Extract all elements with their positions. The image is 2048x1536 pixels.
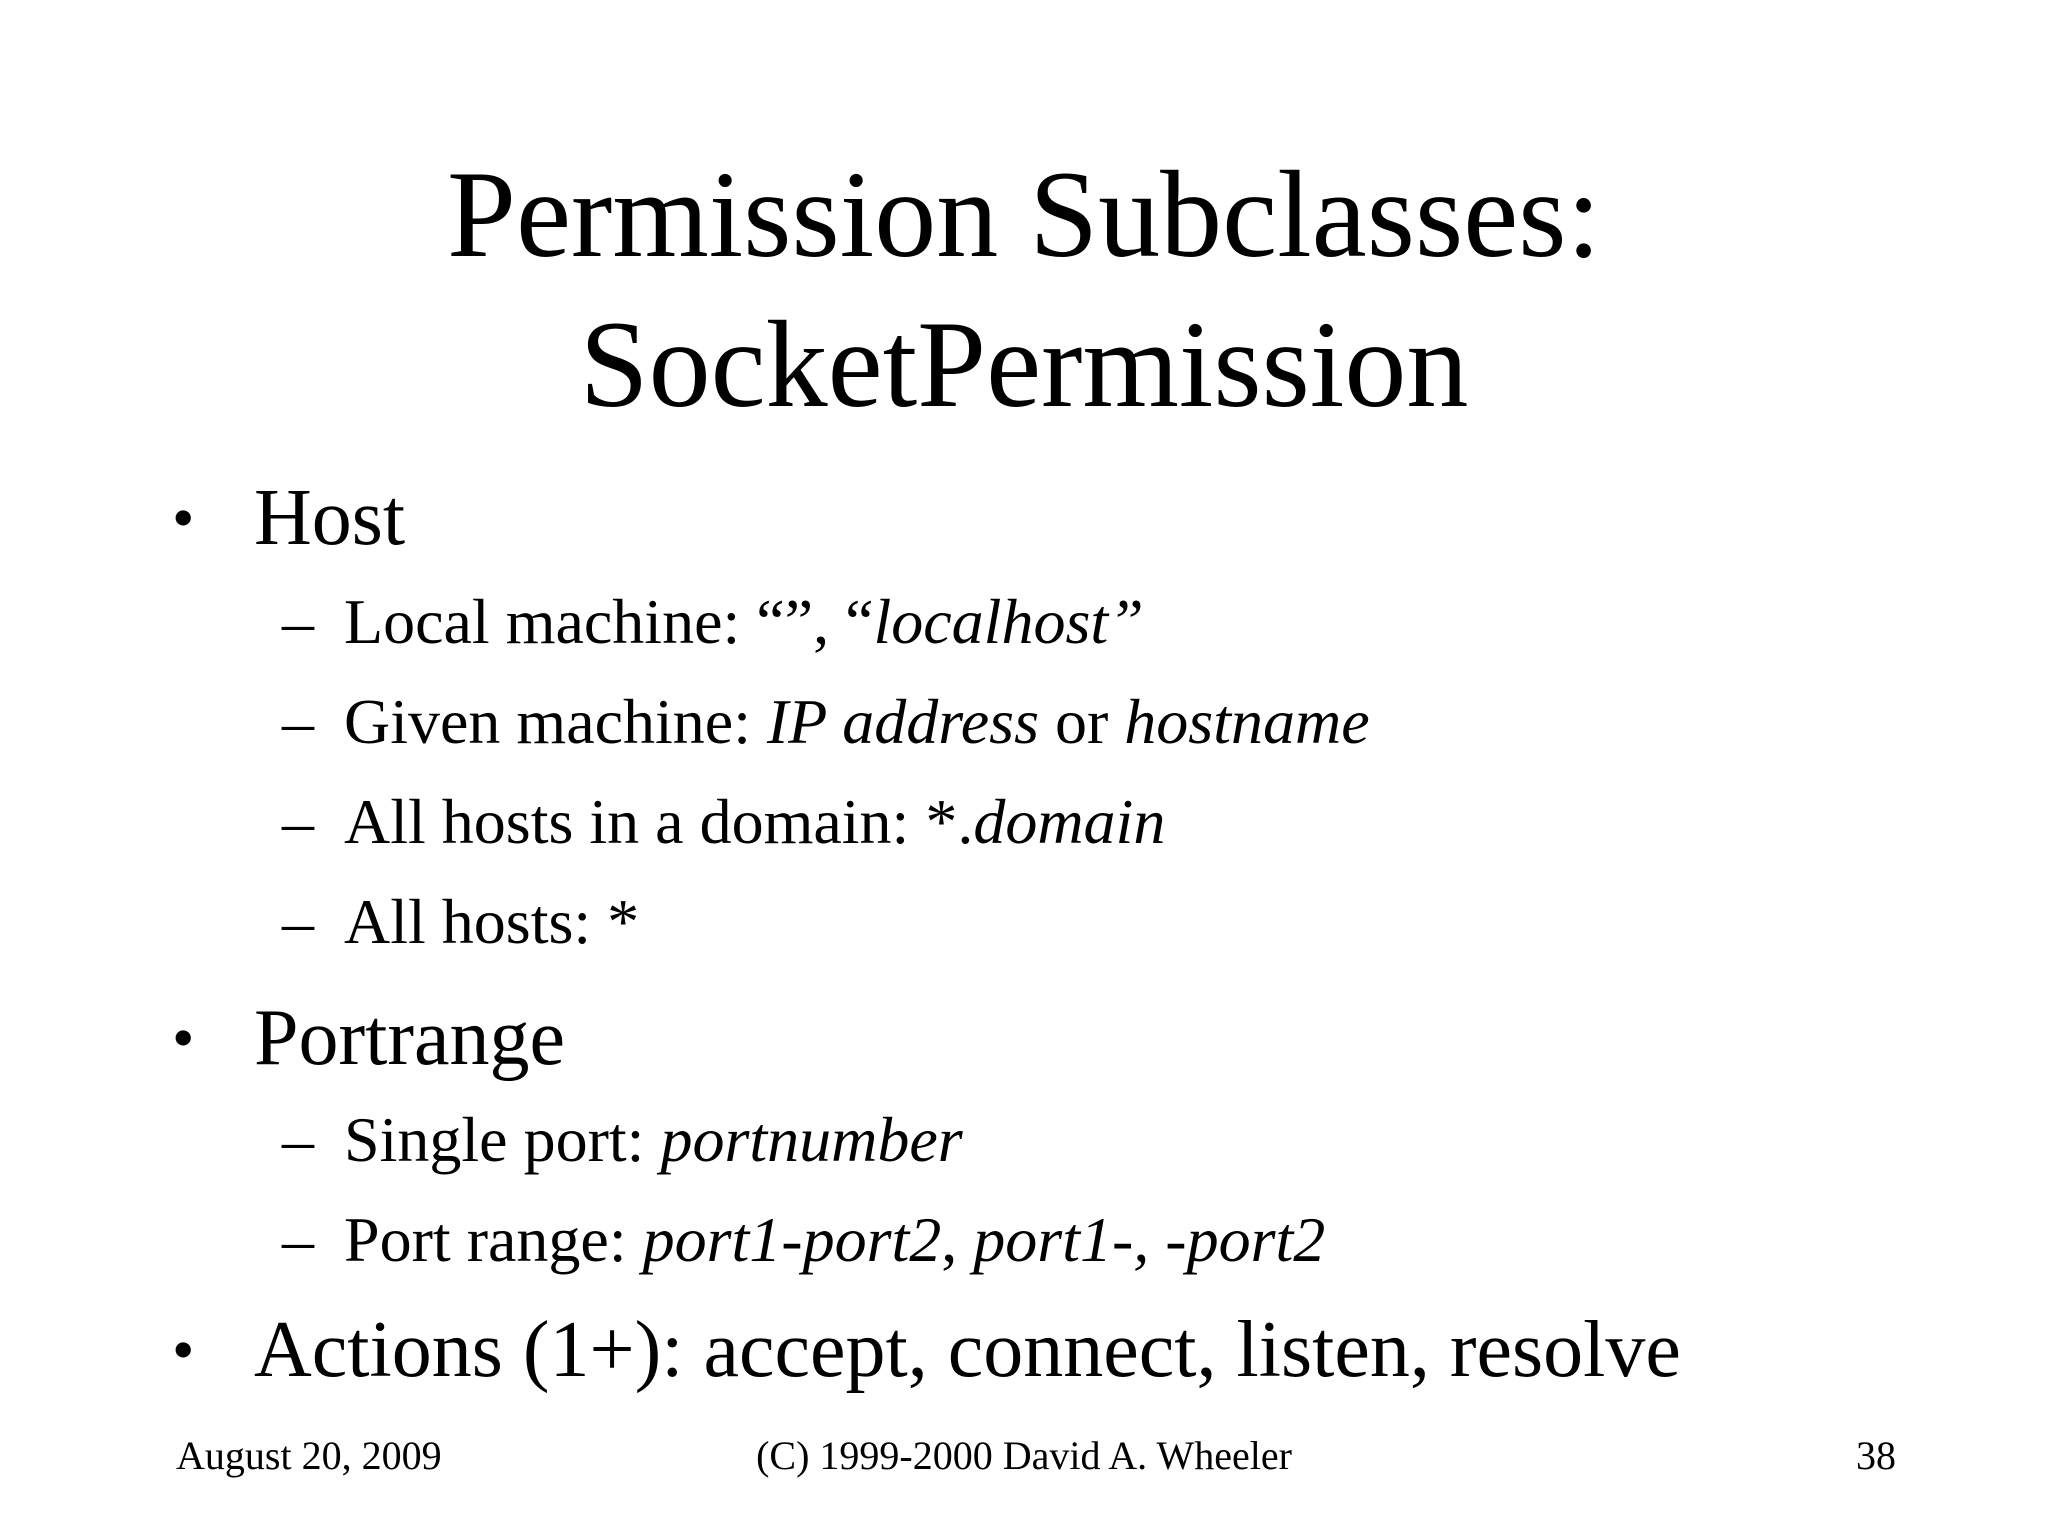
footer-copyright: (C) 1999-2000 David A. Wheeler xyxy=(756,1433,1292,1478)
sub-dash: – xyxy=(282,1104,314,1175)
port-variants-text: port1-, -port2 xyxy=(973,1204,1326,1275)
all-hosts-text: All hosts: * xyxy=(344,886,640,957)
bullet-portrange-label: Portrange xyxy=(254,994,566,1082)
sub-dash: – xyxy=(282,886,314,957)
bullet-dot: • xyxy=(172,1314,195,1385)
ip-address-text: IP address xyxy=(766,686,1039,757)
slide-title xyxy=(0,140,2048,440)
title-line-2: SocketPermission xyxy=(579,296,1469,433)
sub-dash: – xyxy=(282,786,314,857)
or-text: or xyxy=(1038,686,1125,757)
domain-text: domain xyxy=(973,786,1166,857)
all-hosts-domain-text: All hosts in a domain: *. xyxy=(344,786,974,857)
sub-dash: – xyxy=(282,586,314,657)
hostname-text: hostname xyxy=(1124,686,1370,757)
bullet-dot: • xyxy=(172,482,195,553)
local-machine-text: Local machine: “”, “ xyxy=(344,586,874,657)
sub-dash: – xyxy=(282,1204,314,1275)
footer-date: August 20, 2009 xyxy=(176,1433,442,1478)
port-range-text: Port range: xyxy=(344,1204,643,1275)
footer-page-number: 38 xyxy=(1856,1433,1896,1478)
port1-port2-text: port1-port2 xyxy=(642,1204,942,1275)
bullet-host-label: Host xyxy=(254,474,406,562)
single-port-text: Single port: xyxy=(344,1104,661,1175)
comma-text: , xyxy=(941,1204,974,1275)
bullet-dot: • xyxy=(172,1002,195,1073)
bullet-actions-label: Actions (1+): accept, connect, listen, resolve xyxy=(254,1306,1681,1394)
portnumber-text: portnumber xyxy=(660,1104,963,1175)
localhost-text: localhost” xyxy=(873,586,1144,657)
given-machine-text: Given machine: xyxy=(344,686,767,757)
title-line-1: Permission Subclasses: xyxy=(447,146,1601,283)
sub-dash: – xyxy=(282,686,314,757)
